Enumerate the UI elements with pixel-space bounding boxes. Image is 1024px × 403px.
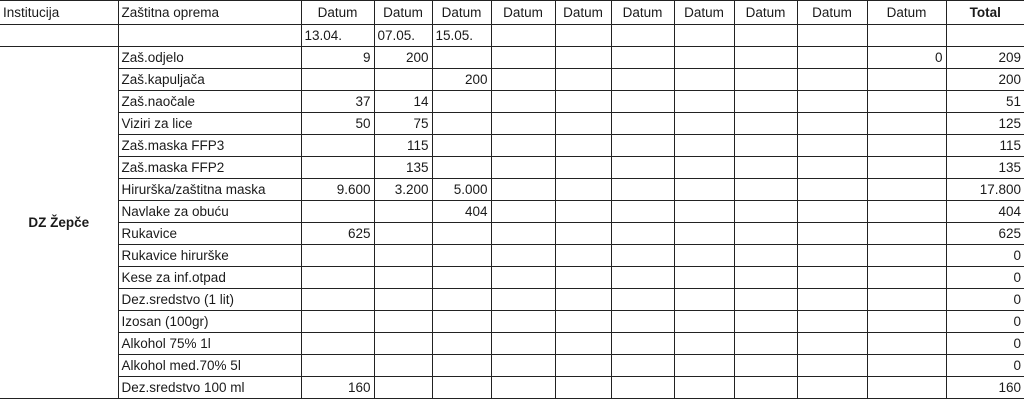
quantity-cell xyxy=(797,157,867,179)
quantity-cell xyxy=(432,355,491,377)
header-date: Datum xyxy=(734,1,797,25)
quantity-cell xyxy=(491,113,555,135)
quantity-cell xyxy=(674,157,734,179)
table-row xyxy=(0,201,1024,223)
quantity-cell xyxy=(301,289,374,311)
quantity-cell xyxy=(611,201,674,223)
quantity-cell xyxy=(432,245,491,267)
row-total: 625 xyxy=(946,223,1024,245)
header-date: Datum xyxy=(674,1,734,25)
item-name: Alkohol med.70% 5l xyxy=(118,355,301,377)
row-total: 200 xyxy=(946,69,1024,91)
table-row xyxy=(0,223,1024,245)
quantity-cell xyxy=(797,201,867,223)
quantity-cell: 75 xyxy=(374,113,432,135)
quantity-cell xyxy=(734,201,797,223)
quantity-cell xyxy=(734,311,797,333)
item-name: Dez.sredstvo 100 ml xyxy=(118,377,301,399)
quantity-cell xyxy=(674,311,734,333)
quantity-cell xyxy=(867,201,946,223)
item-name: Viziri za lice xyxy=(118,113,301,135)
quantity-cell xyxy=(797,355,867,377)
quantity-cell xyxy=(674,355,734,377)
quantity-cell xyxy=(555,355,611,377)
quantity-cell xyxy=(867,267,946,289)
quantity-cell xyxy=(555,333,611,355)
quantity-cell xyxy=(797,267,867,289)
quantity-cell xyxy=(674,91,734,113)
quantity-cell xyxy=(432,311,491,333)
quantity-cell xyxy=(301,333,374,355)
quantity-cell xyxy=(611,69,674,91)
date-cell xyxy=(867,25,946,47)
row-total: 209 xyxy=(946,47,1024,69)
header-row xyxy=(0,1,1024,25)
header-date: Datum xyxy=(491,1,555,25)
quantity-cell xyxy=(374,223,432,245)
quantity-cell xyxy=(301,267,374,289)
item-name: Alkohol 75% 1l xyxy=(118,333,301,355)
quantity-cell: 5.000 xyxy=(432,179,491,201)
header-date: Datum xyxy=(555,1,611,25)
quantity-cell xyxy=(734,135,797,157)
row-total: 160 xyxy=(946,377,1024,399)
quantity-cell xyxy=(432,47,491,69)
quantity-cell xyxy=(734,245,797,267)
quantity-cell xyxy=(491,267,555,289)
item-name: Kese za inf.otpad xyxy=(118,267,301,289)
quantity-cell xyxy=(611,113,674,135)
quantity-cell xyxy=(611,377,674,399)
quantity-cell xyxy=(674,113,734,135)
quantity-cell xyxy=(555,377,611,399)
table-row xyxy=(0,157,1024,179)
item-name: Rukavice hirurške xyxy=(118,245,301,267)
quantity-cell xyxy=(867,355,946,377)
quantity-cell xyxy=(867,245,946,267)
quantity-cell xyxy=(797,91,867,113)
quantity-cell xyxy=(797,179,867,201)
quantity-cell xyxy=(491,157,555,179)
quantity-cell xyxy=(555,311,611,333)
quantity-cell xyxy=(611,179,674,201)
quantity-cell xyxy=(555,47,611,69)
item-name: Izosan (100gr) xyxy=(118,311,301,333)
quantity-cell: 160 xyxy=(301,377,374,399)
quantity-cell xyxy=(432,91,491,113)
table-row xyxy=(0,333,1024,355)
quantity-cell xyxy=(374,333,432,355)
quantity-cell xyxy=(611,135,674,157)
item-name: Zaš.maska FFP2 xyxy=(118,157,301,179)
quantity-cell xyxy=(867,113,946,135)
quantity-cell xyxy=(555,135,611,157)
quantity-cell xyxy=(867,179,946,201)
quantity-cell xyxy=(432,157,491,179)
quantity-cell xyxy=(867,91,946,113)
date-cell xyxy=(611,25,674,47)
institution-name: DZ Žepče xyxy=(0,47,118,399)
quantity-cell xyxy=(611,333,674,355)
item-name: Rukavice xyxy=(118,223,301,245)
quantity-cell xyxy=(432,113,491,135)
date-cell xyxy=(797,25,867,47)
quantity-cell xyxy=(734,69,797,91)
quantity-cell xyxy=(491,179,555,201)
quantity-cell xyxy=(432,135,491,157)
quantity-cell xyxy=(491,377,555,399)
item-name: Navlake za obuću xyxy=(118,201,301,223)
table-row xyxy=(0,135,1024,157)
row-total: 404 xyxy=(946,201,1024,223)
table-row xyxy=(0,91,1024,113)
date-cell xyxy=(491,25,555,47)
quantity-cell xyxy=(611,223,674,245)
quantity-cell xyxy=(432,377,491,399)
item-name: Zaš.maska FFP3 xyxy=(118,135,301,157)
header-institution: Institucija xyxy=(0,1,118,25)
item-name: Zaš.kapuljača xyxy=(118,69,301,91)
quantity-cell xyxy=(555,245,611,267)
quantity-cell xyxy=(555,223,611,245)
quantity-cell xyxy=(797,311,867,333)
quantity-cell xyxy=(797,113,867,135)
quantity-cell xyxy=(301,311,374,333)
quantity-cell xyxy=(867,289,946,311)
row-total: 17.800 xyxy=(946,179,1024,201)
quantity-cell xyxy=(674,289,734,311)
quantity-cell xyxy=(301,245,374,267)
quantity-cell xyxy=(301,69,374,91)
quantity-cell: 135 xyxy=(374,157,432,179)
row-total: 135 xyxy=(946,157,1024,179)
quantity-cell xyxy=(797,333,867,355)
quantity-cell xyxy=(734,267,797,289)
quantity-cell xyxy=(491,135,555,157)
quantity-cell: 14 xyxy=(374,91,432,113)
quantity-cell xyxy=(867,311,946,333)
quantity-cell xyxy=(674,47,734,69)
institution-blank xyxy=(0,25,118,47)
date-cell xyxy=(555,25,611,47)
header-date: Datum xyxy=(432,1,491,25)
quantity-cell xyxy=(555,91,611,113)
quantity-cell xyxy=(734,113,797,135)
quantity-cell xyxy=(867,377,946,399)
row-total: 0 xyxy=(946,289,1024,311)
header-total: Total xyxy=(946,1,1024,25)
table-row xyxy=(0,47,1024,69)
table-row xyxy=(0,113,1024,135)
quantity-cell xyxy=(797,223,867,245)
quantity-cell xyxy=(674,377,734,399)
quantity-cell xyxy=(491,333,555,355)
quantity-cell: 200 xyxy=(374,47,432,69)
quantity-cell xyxy=(555,113,611,135)
quantity-cell xyxy=(674,201,734,223)
quantity-cell xyxy=(374,201,432,223)
quantity-cell: 37 xyxy=(301,91,374,113)
quantity-cell xyxy=(555,179,611,201)
quantity-cell xyxy=(734,179,797,201)
row-total: 51 xyxy=(946,91,1024,113)
row-total: 115 xyxy=(946,135,1024,157)
quantity-cell xyxy=(674,245,734,267)
quantity-cell: 404 xyxy=(432,201,491,223)
quantity-cell xyxy=(611,157,674,179)
table-row xyxy=(0,179,1024,201)
table-row xyxy=(0,69,1024,91)
quantity-cell xyxy=(867,223,946,245)
quantity-cell xyxy=(555,69,611,91)
quantity-cell xyxy=(491,311,555,333)
quantity-cell xyxy=(867,333,946,355)
total-blank xyxy=(946,25,1024,47)
quantity-cell xyxy=(374,377,432,399)
quantity-cell xyxy=(301,157,374,179)
quantity-cell xyxy=(555,157,611,179)
header-date: Datum xyxy=(611,1,674,25)
quantity-cell: 0 xyxy=(867,47,946,69)
quantity-cell: 9.600 xyxy=(301,179,374,201)
quantity-cell xyxy=(867,69,946,91)
quantity-cell xyxy=(611,245,674,267)
quantity-cell xyxy=(491,223,555,245)
quantity-cell xyxy=(432,333,491,355)
quantity-cell xyxy=(301,201,374,223)
row-total: 125 xyxy=(946,113,1024,135)
quantity-cell xyxy=(555,201,611,223)
quantity-cell xyxy=(611,267,674,289)
quantity-cell xyxy=(797,135,867,157)
quantity-cell xyxy=(797,69,867,91)
quantity-cell: 200 xyxy=(432,69,491,91)
quantity-cell xyxy=(374,311,432,333)
header-date: Datum xyxy=(867,1,946,25)
quantity-cell xyxy=(491,289,555,311)
quantity-cell xyxy=(797,289,867,311)
row-total: 0 xyxy=(946,333,1024,355)
quantity-cell: 50 xyxy=(301,113,374,135)
quantity-cell xyxy=(611,355,674,377)
quantity-cell xyxy=(734,355,797,377)
date-cell: 13.04. xyxy=(301,25,374,47)
quantity-cell xyxy=(797,245,867,267)
quantity-cell xyxy=(674,333,734,355)
quantity-cell: 625 xyxy=(301,223,374,245)
date-cell: 15.05. xyxy=(432,25,491,47)
quantity-cell xyxy=(374,355,432,377)
quantity-cell: 9 xyxy=(301,47,374,69)
quantity-cell xyxy=(734,91,797,113)
item-name: Zaš.odjelo xyxy=(118,47,301,69)
header-date: Datum xyxy=(301,1,374,25)
quantity-cell xyxy=(374,69,432,91)
quantity-cell: 115 xyxy=(374,135,432,157)
item-name: Zaš.naočale xyxy=(118,91,301,113)
quantity-cell xyxy=(611,311,674,333)
quantity-cell xyxy=(432,267,491,289)
date-cell xyxy=(674,25,734,47)
quantity-cell xyxy=(432,289,491,311)
quantity-cell xyxy=(674,135,734,157)
table-row xyxy=(0,245,1024,267)
table-row xyxy=(0,289,1024,311)
quantity-cell xyxy=(374,289,432,311)
row-total: 0 xyxy=(946,355,1024,377)
quantity-cell xyxy=(491,47,555,69)
date-cell: 07.05. xyxy=(374,25,432,47)
quantity-cell xyxy=(734,377,797,399)
item-blank xyxy=(118,25,301,47)
header-item: Zaštitna oprema xyxy=(118,1,301,25)
header-date: Datum xyxy=(797,1,867,25)
table-row xyxy=(0,377,1024,399)
date-cell xyxy=(734,25,797,47)
quantity-cell xyxy=(674,267,734,289)
quantity-cell xyxy=(734,157,797,179)
quantity-cell xyxy=(491,201,555,223)
row-total: 0 xyxy=(946,311,1024,333)
quantity-cell xyxy=(734,47,797,69)
item-name: Dez.sredstvo (1 lit) xyxy=(118,289,301,311)
item-name: Hirurška/zaštitna maska xyxy=(118,179,301,201)
quantity-cell xyxy=(301,135,374,157)
header-date: Datum xyxy=(374,1,432,25)
quantity-cell: 3.200 xyxy=(374,179,432,201)
quantity-cell xyxy=(611,91,674,113)
quantity-cell xyxy=(867,157,946,179)
quantity-cell xyxy=(867,135,946,157)
quantity-cell xyxy=(797,377,867,399)
table-row xyxy=(0,267,1024,289)
quantity-cell xyxy=(734,223,797,245)
quantity-cell xyxy=(797,47,867,69)
quantity-cell xyxy=(491,245,555,267)
quantity-cell xyxy=(491,69,555,91)
quantity-cell xyxy=(491,355,555,377)
quantity-cell xyxy=(555,289,611,311)
quantity-cell xyxy=(734,289,797,311)
quantity-cell xyxy=(674,69,734,91)
quantity-cell xyxy=(491,91,555,113)
quantity-cell xyxy=(374,267,432,289)
quantity-cell xyxy=(734,333,797,355)
table-row xyxy=(0,311,1024,333)
table-row xyxy=(0,355,1024,377)
quantity-cell xyxy=(555,267,611,289)
quantity-cell xyxy=(674,223,734,245)
date-row xyxy=(0,25,1024,47)
quantity-cell xyxy=(432,223,491,245)
quantity-cell xyxy=(611,289,674,311)
row-total: 0 xyxy=(946,245,1024,267)
quantity-cell xyxy=(374,245,432,267)
quantity-cell xyxy=(611,47,674,69)
quantity-cell xyxy=(674,179,734,201)
quantity-cell xyxy=(301,355,374,377)
row-total: 0 xyxy=(946,267,1024,289)
